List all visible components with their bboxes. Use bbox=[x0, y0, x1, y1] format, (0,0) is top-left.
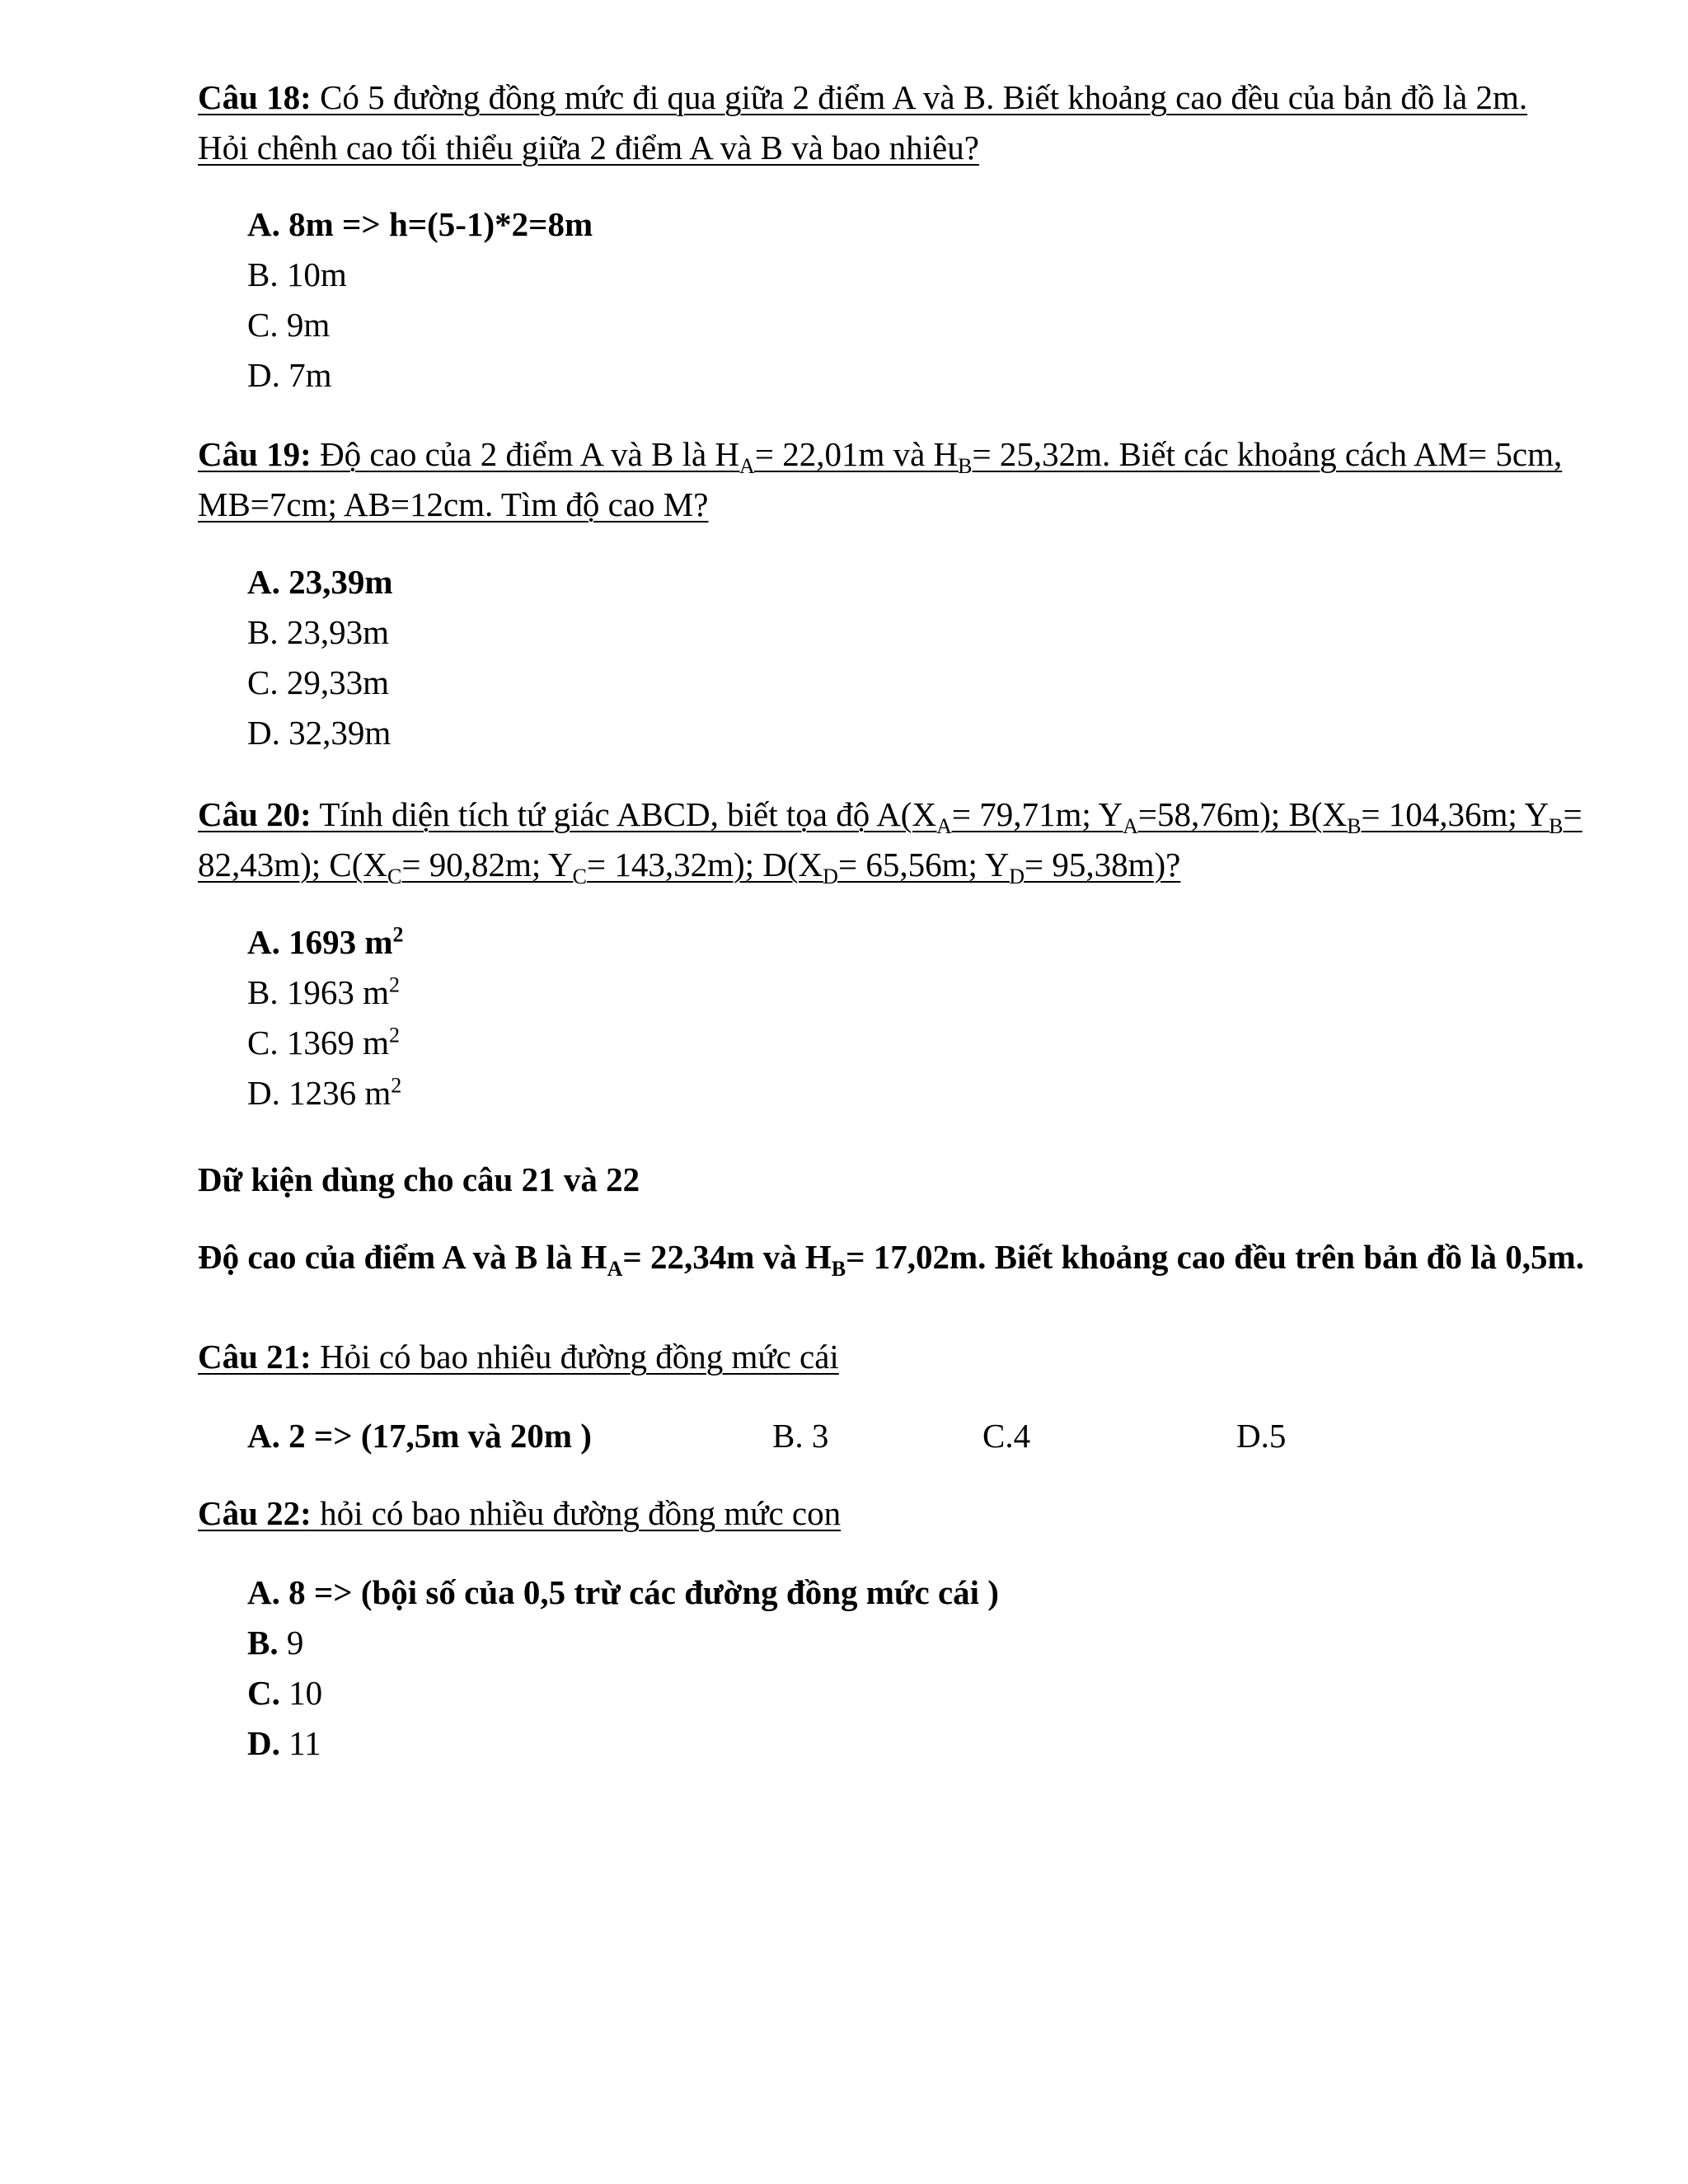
subscript: C bbox=[572, 865, 587, 889]
q19-option-b: B. 23,93m bbox=[247, 613, 389, 651]
q22-option-d bbox=[247, 1718, 321, 1768]
question-19 bbox=[198, 429, 1582, 530]
q22-option-c bbox=[247, 1668, 322, 1718]
q18-option-b: B. 10m bbox=[247, 255, 347, 293]
question-21 bbox=[198, 1332, 1582, 1382]
superscript: 2 bbox=[389, 1023, 400, 1047]
q20-option-d bbox=[247, 1068, 401, 1118]
option-text: C. 1369 m bbox=[247, 1024, 389, 1062]
subscript: B bbox=[958, 454, 973, 479]
question-label: Câu 19: bbox=[198, 435, 312, 473]
q18-option-a: A. 8m => h=(5-1)*2=8m bbox=[247, 205, 593, 243]
q20-option-b bbox=[247, 968, 400, 1017]
question-text-part: = 82,43m); C(X bbox=[198, 795, 1582, 883]
option-text: D. 1236 m bbox=[247, 1074, 392, 1112]
question-text-part: = 143,32m); D(X bbox=[586, 846, 823, 883]
q21-option-d: D.5 bbox=[1236, 1417, 1287, 1455]
question-text-part: Độ cao của 2 điểm A và B là H bbox=[320, 435, 740, 473]
question-label: Câu 20: bbox=[198, 795, 312, 833]
option-text: 10 bbox=[288, 1674, 323, 1712]
option-letter: A. bbox=[247, 1573, 280, 1611]
option-letter: B. bbox=[247, 1624, 279, 1661]
q21-option-c: C.4 bbox=[982, 1417, 1031, 1455]
superscript: 2 bbox=[391, 1073, 402, 1098]
question-text-part: = 65,56m; Y bbox=[837, 846, 1010, 883]
q19-option-c: C. 29,33m bbox=[247, 663, 389, 701]
subscript: D bbox=[823, 865, 838, 889]
superscript: 2 bbox=[392, 922, 404, 947]
q19-option-d: D. 32,39m bbox=[247, 714, 392, 752]
option-text: 11 bbox=[288, 1724, 321, 1762]
question-text: Hỏi có bao nhiêu đường đồng mức cái bbox=[320, 1338, 839, 1376]
option-text: 8 => (bội số của 0,5 trừ các đường đồng mức cái ) bbox=[288, 1573, 999, 1611]
subscript: A bbox=[936, 814, 952, 839]
subscript: D bbox=[1009, 865, 1025, 889]
question-label: Câu 21: bbox=[198, 1338, 312, 1376]
shared-data-text bbox=[198, 1234, 1599, 1280]
option-letter: D. bbox=[247, 1724, 280, 1762]
subscript: A bbox=[1123, 814, 1138, 839]
q22-option-a bbox=[247, 1568, 999, 1617]
question-text-part: =58,76m); B(X bbox=[1137, 795, 1348, 833]
question-text-part: = 79,71m; Y bbox=[951, 795, 1123, 833]
q20-option-a bbox=[247, 917, 404, 967]
q20-option-c bbox=[247, 1018, 400, 1067]
question-22 bbox=[198, 1488, 1582, 1539]
question-20 bbox=[198, 790, 1582, 890]
superscript: 2 bbox=[389, 972, 400, 997]
question-text-part: = 25,32m. Biết các khoảng cách AM= 5cm, MB=7cm; AB=12cm. Tìm độ cao M? bbox=[198, 435, 1563, 523]
q18-option-c: C. 9m bbox=[247, 306, 331, 344]
question-text-part: = 90,82m; Y bbox=[401, 846, 573, 883]
question-text: Có 5 đường đồng mức đi qua giữa 2 điểm A và B. Biết khoảng cao đều của bản đồ là 2m. Hỏi chênh cao tối thiểu giữa 2 điểm A và B và bao nhiêu? bbox=[198, 78, 1528, 166]
option-letter: C. bbox=[247, 1674, 280, 1712]
info-text-part: = 22,34m và H bbox=[622, 1238, 832, 1276]
q22-option-b bbox=[247, 1618, 303, 1667]
question-text-part: Tính diện tích tứ giác ABCD, biết tọa độ A(X bbox=[319, 795, 937, 833]
subscript: B bbox=[1347, 814, 1362, 839]
info-text-part: = 17,02m. Biết khoảng cao đều trên bản đồ là 0,5m. bbox=[846, 1238, 1584, 1276]
q21-option-b: B. 3 bbox=[772, 1417, 829, 1455]
question-text-part: = 22,01m và H bbox=[754, 435, 959, 473]
question-text: hỏi có bao nhiều đường đồng mức con bbox=[320, 1494, 842, 1532]
q21-option-a: A. 2 => (17,5m và 20m ) bbox=[247, 1417, 592, 1455]
subscript: B bbox=[831, 1257, 846, 1282]
info-text-part: Độ cao của điểm A và B là H bbox=[198, 1238, 607, 1276]
q19-option-a: A. 23,39m bbox=[247, 563, 393, 601]
question-text-part: = 95,38m)? bbox=[1024, 846, 1181, 883]
q18-option-d: D. 7m bbox=[247, 356, 332, 394]
subscript: C bbox=[387, 865, 402, 889]
shared-data-heading: Dữ kiện dùng cho câu 21 và 22 bbox=[198, 1160, 640, 1198]
question-label: Câu 22: bbox=[198, 1494, 312, 1532]
question-text-part: = 104,36m; Y bbox=[1361, 795, 1550, 833]
question-label: Câu 18: bbox=[198, 78, 312, 116]
subscript: A bbox=[739, 454, 755, 479]
subscript: B bbox=[1549, 814, 1564, 839]
option-text: A. 1693 m bbox=[247, 923, 393, 961]
option-text: 9 bbox=[286, 1624, 304, 1661]
subscript: A bbox=[607, 1257, 623, 1282]
option-text: B. 1963 m bbox=[247, 973, 389, 1011]
question-18 bbox=[198, 73, 1582, 173]
